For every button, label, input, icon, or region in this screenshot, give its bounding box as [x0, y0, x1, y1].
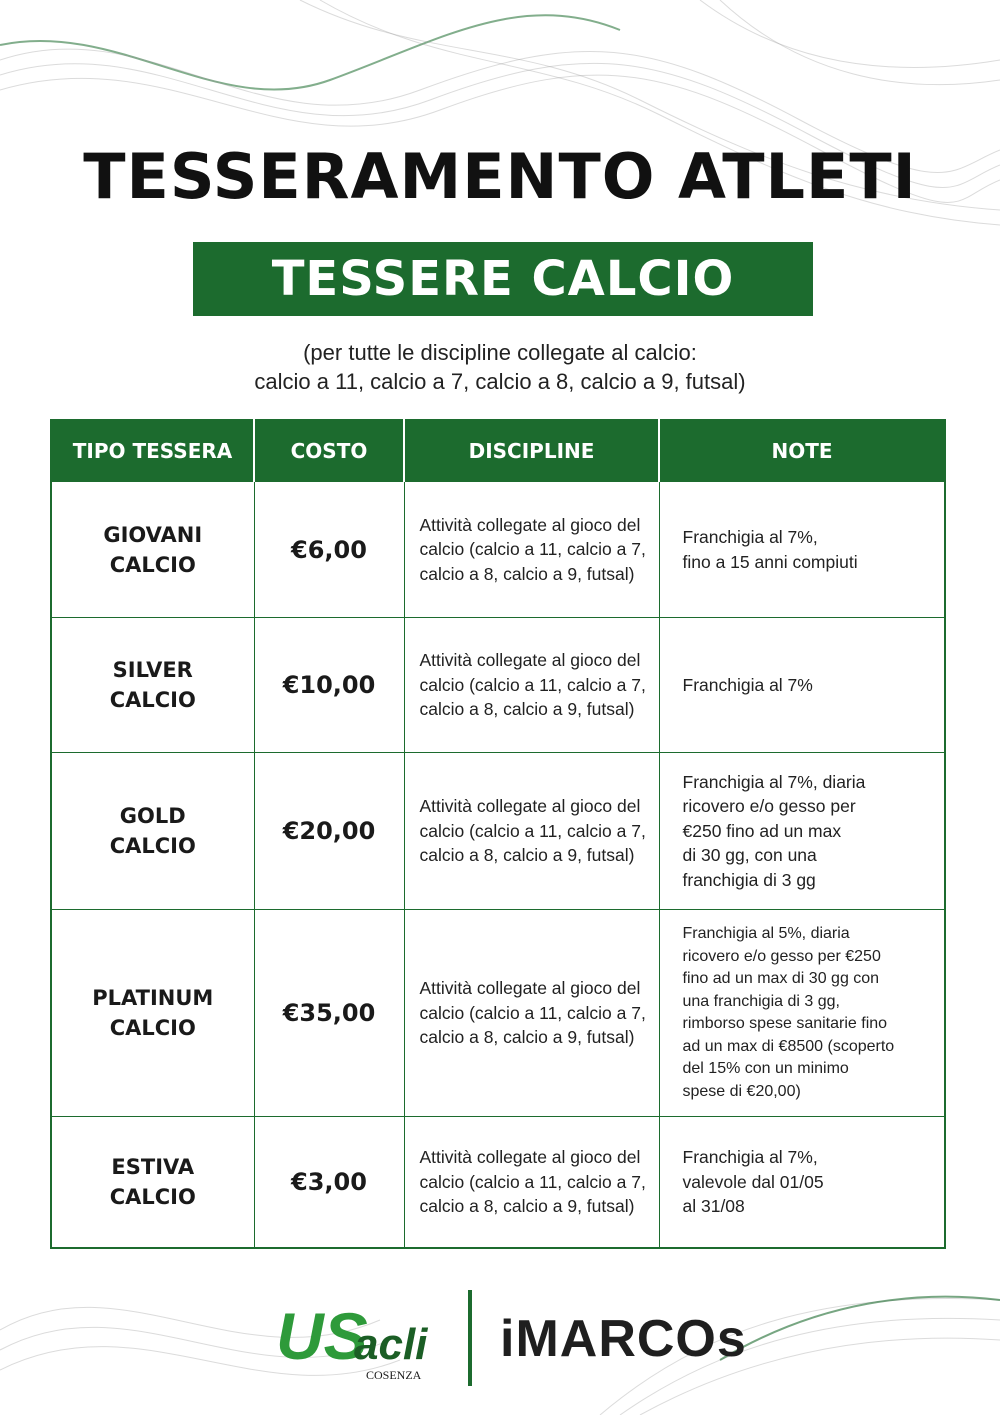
note-cell: Franchigia al 7%, fino a 15 anni compiuti [659, 482, 945, 618]
note-cell: Franchigia al 7% [659, 618, 945, 753]
column-header-discipline: DISCIPLINE [404, 420, 659, 482]
tipo-line-2: CALCIO [109, 834, 196, 858]
tipo-line-1: GIOVANI [103, 522, 203, 547]
tipo-line-1: GOLD [119, 804, 186, 828]
discipline-cell: Attività collegate al gioco del calcio (calcio a 11, calcio a 7, calcio a 8, calcio a 9, futsal) [404, 1117, 659, 1248]
column-header-costo: COSTO [254, 420, 404, 482]
tessere-table [50, 419, 946, 1249]
tipo-line-2: CALCIO [109, 1184, 196, 1209]
subtitle [0, 338, 1000, 396]
table-row [51, 910, 945, 1117]
table-row [51, 482, 945, 618]
table-header-row [51, 420, 945, 482]
costo-cell: €35,00 [254, 910, 404, 1117]
us-acli-logo [276, 1293, 436, 1383]
discipline-cell: Attività collegate al gioco del calcio (calcio a 11, calcio a 7, calcio a 8, calcio a 9, futsal) [404, 482, 659, 618]
table-row [51, 753, 945, 910]
tipo-cell [51, 1117, 254, 1248]
note-cell: Franchigia al 7%, valevole dal 01/05 al 31/08 [659, 1117, 945, 1248]
tipo-line-2: CALCIO [109, 1016, 196, 1040]
column-header-tipo: TIPO TESSERA [51, 420, 254, 482]
section-banner: TESSERE CALCIO [193, 242, 813, 316]
table-row [51, 618, 945, 753]
discipline-cell: Attività collegate al gioco del calcio (calcio a 11, calcio a 7, calcio a 8, calcio a 9, futsal) [404, 910, 659, 1117]
costo-cell: €3,00 [254, 1117, 404, 1248]
costo-cell: €20,00 [254, 753, 404, 910]
tipo-cell [51, 482, 254, 618]
svg-text:COSENZA: COSENZA [366, 1368, 422, 1382]
page-title: TESSERAMENTO ATLETI [83, 140, 917, 213]
svg-text:acli: acli [354, 1320, 428, 1369]
footer-divider [468, 1290, 472, 1386]
tipo-line-1: ESTIVA [111, 1154, 195, 1179]
tipo-line-1: SILVER [112, 658, 193, 682]
tipo-line-1: PLATINUM [92, 986, 214, 1010]
tipo-line-2: CALCIO [109, 688, 196, 712]
tipo-cell [51, 618, 254, 753]
discipline-cell: Attività collegate al gioco del calcio (calcio a 11, calcio a 7, calcio a 8, calcio a 9, futsal) [404, 618, 659, 753]
costo-cell: €10,00 [254, 618, 404, 753]
imarcos-logo: iMARCOs [500, 1310, 747, 1368]
subtitle-line-2: calcio a 11, calcio a 7, calcio a 8, calcio a 9, futsal) [254, 369, 746, 394]
subtitle-line-1: (per tutte le discipline collegate al calcio: [303, 340, 697, 365]
note-cell: Franchigia al 5%, diaria ricovero e/o gesso per €250 fino ad un max di 30 gg con una franchigia di 3 gg, rimborso spese sanitarie fino ad un max di €8500 (scoperto del 15% con un minimo spese di €20,00) [659, 910, 945, 1117]
svg-text:US: US [276, 1299, 368, 1373]
tipo-cell [51, 753, 254, 910]
footer [0, 1285, 1000, 1395]
tipo-cell [51, 910, 254, 1117]
note-cell: Franchigia al 7%, diaria ricovero e/o gesso per €250 fino ad un max di 30 gg, con una franchigia di 3 gg [659, 753, 945, 910]
column-header-note: NOTE [659, 420, 945, 482]
costo-cell: €6,00 [254, 482, 404, 618]
discipline-cell: Attività collegate al gioco del calcio (calcio a 11, calcio a 7, calcio a 8, calcio a 9, futsal) [404, 753, 659, 910]
table-row [51, 1117, 945, 1248]
tipo-line-2: CALCIO [109, 552, 196, 577]
